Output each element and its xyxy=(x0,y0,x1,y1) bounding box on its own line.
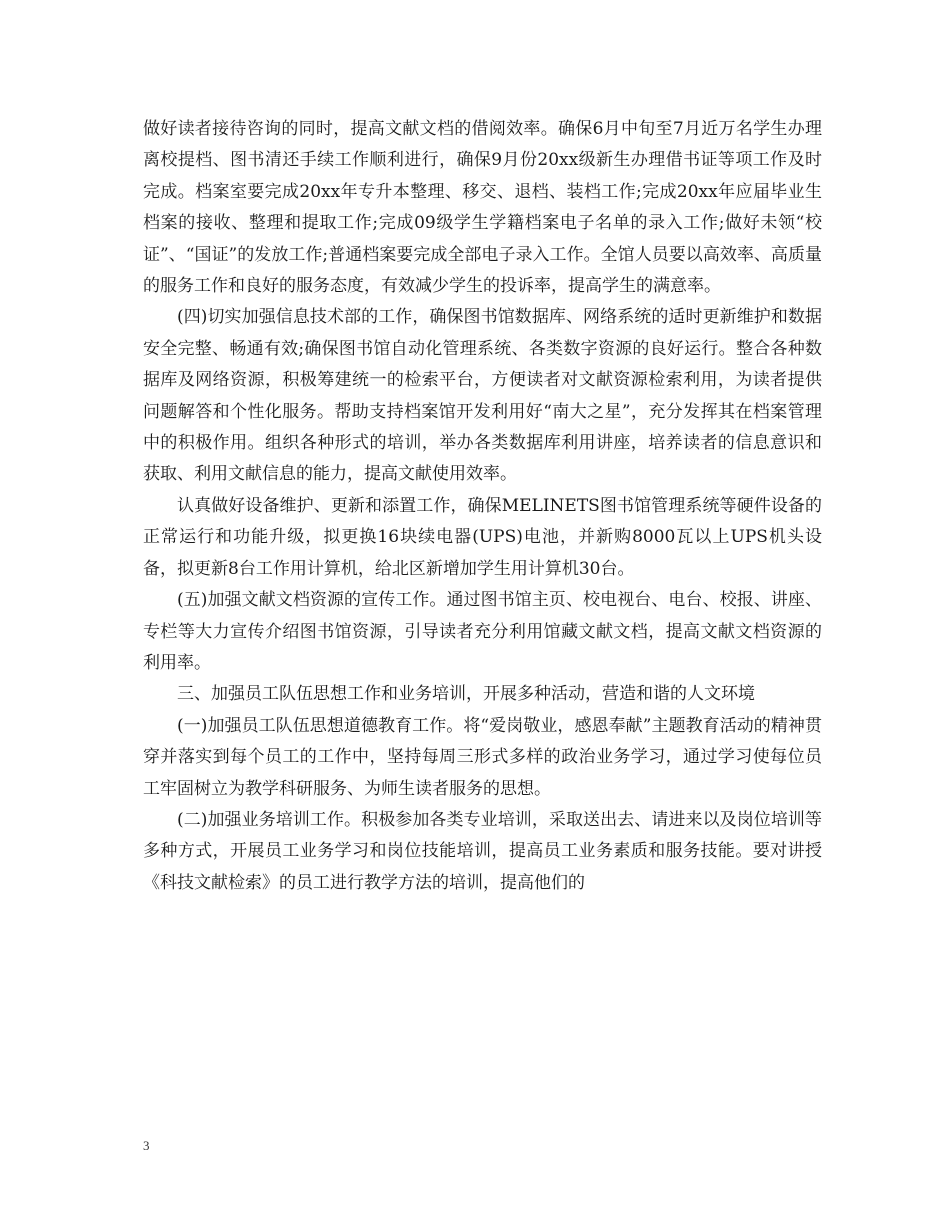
paragraph-subsection-one: (一)加强员工队伍思想道德教育工作。将“爱岗敬业，感恩奉献”主题教育活动的精神贯穿并落实到每个员工的工作中，坚持每周三形式多样的政治业务学习，通过学习使每位员工牢固树立为教学科研服务、为师生读者服务的思想。 xyxy=(143,715,822,799)
paragraph-section-five: (五)加强文献文档资源的宣传工作。通过图书馆主页、校电视台、电台、校报、讲座、专栏等大力宣传介绍图书馆资源，引导读者充分利用馆藏文献文档，提高文献文档资源的利用率。 xyxy=(143,590,822,673)
paragraph-equipment: 认真做好设备维护、更新和添置工作，确保MELINETS图书馆管理系统等硬件设备的正常运行和功能升级，拟更换16块续电器(UPS)电池，并新购8000瓦以上UPS机头设备，拟更新8台工作用计算机，给北区新增加学生用计算机30台。 xyxy=(143,495,822,579)
document-body xyxy=(143,114,822,899)
page-number: 3 xyxy=(143,1138,150,1153)
heading-section-three: 三、加强员工队伍思想工作和业务培训，开展多种活动，营造和谐的人文环境 xyxy=(177,684,755,705)
paragraph-section-four: (四)切实加强信息技术部的工作，确保图书馆数据库、网络系统的适时更新维护和数据安全完整、畅通有效;确保图书馆自动化管理系统、各类数字资源的良好运行。整合各种数据库及网络资源，积极筹建统一的检索平台，方便读者对文献资源检索利用，为读者提供问题解答和个性化服务。帮助支持档案馆开发利用好“南大之星”，充分发挥其在档案管理中的积极作用。组织各种形式的培训，举办各类数据库利用讲座，培养读者的信息意识和获取、利用文献信息的能力，提高文献使用效率。 xyxy=(143,307,822,485)
paragraph-1-continued: 做好读者接待咨询的同时，提高文献文档的借阅效率。确保6月中旬至7月近万名学生办理离校提档、图书清还手续工作顺利进行，确保9月份20xx级新生办理借书证等项工作及时完成。档案室要完成20xx年专升本整理、移交、退档、装档工作;完成20xx年应届毕业生档案的接收、整理和提取工作;完成09级学生学籍档案电子名单的录入工作;做好未领“校证”、“国证”的发放工作;普通档案要完成全部电子录入工作。全馆人员要以高效率、高质量的服务工作和良好的服务态度，有效减少学生的投诉率，提高学生的满意率。 xyxy=(143,119,822,297)
paragraph-subsection-two: (二)加强业务培训工作。积极参加各类专业培训，采取送出去、请进来以及岗位培训等多种方式，开展员工业务学习和岗位技能培训，提高员工业务素质和服务技能。要对讲授《科技文献检索》的员工进行教学方法的培训，提高他们的 xyxy=(143,809,822,893)
